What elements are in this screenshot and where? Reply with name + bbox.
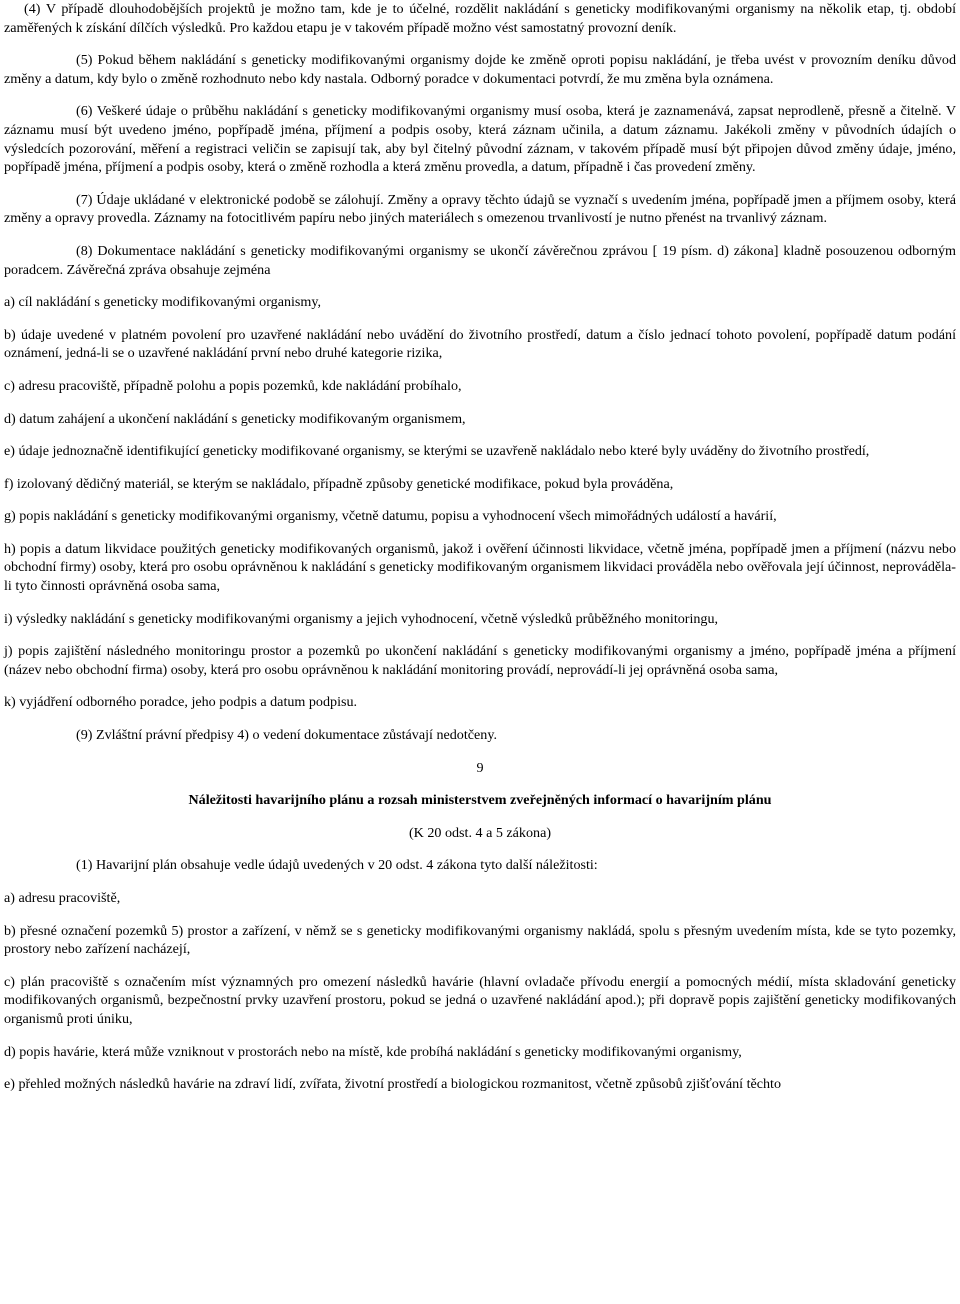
paragraph-7: (7) Údaje ukládané v elektronické podobě se zálohují. Změny a opravy těchto údajů se vyznačí s uvedením jména, popřípadě jmen a příjmem osoby, která změny a opravy provedla. Záznamy na fotocitlivém papíru nebo jiných materiálech s omezenou trvanlivostí je nutno přenést na trvanlivý záznam. xyxy=(4,191,956,227)
document-page xyxy=(4,0,956,1094)
paragraph-5: (5) Pokud během nakládání s geneticky modifikovanými organismy dojde ke změně oproti popisu nakládání, je třeba uvést v provozním deníku důvod změny a datum, kdy bylo o změně rozhodnuto nebo kdy nastala. Odborný poradce v dokumentaci potvrdí, že mu změna byla oznámena. xyxy=(4,52,956,87)
list-item-8i: i) výsledky nakládání s geneticky modifikovanými organismy a jejich vyhodnocení, včetně výsledků průběžného monitoringu, xyxy=(4,610,719,627)
section-title: Náležitosti havarijního plánu a rozsah ministerstvem zveřejněných informací o havarijním plánu xyxy=(188,792,772,809)
list-item-8k: k) vyjádření odborného poradce, jeho podpis a datum podpisu. xyxy=(4,694,358,711)
section-list-item-c: c) plán pracoviště s označením míst významných pro omezení následků havárie (hlavní ovladače přívodu energií a pomocných médií, místa skladování geneticky modifikovaných organismů, bezpečnostní prvky uzavření prostoru, pokud se jedná o uzavřené nakládání apod.); při dopravě popis zajištění geneticky modifikovaných organismů proti úniku, xyxy=(4,973,956,1027)
list-item-8a: a) cíl nakládání s geneticky modifikovanými organismy, xyxy=(4,294,322,311)
list-item-8h: h) popis a datum likvidace použitých geneticky modifikovaných organismů, jakož i ověření účinnosti likvidace, včetně jména, popřípadě jmen a příjmení (názvu nebo obchodní firmy) osoby, která pro osobu oprávněnou k nakládání s geneticky modifikovaným organismem likvidaci prováděla nebo ověřovala její účinnost, neprováděla-li tyto činnosti oprávněná osoba sama, xyxy=(4,540,956,595)
list-item-8j: j) popis zajištění následného monitoringu prostor a pozemků po ukončení nakládání s geneticky modifikovanými organismy a jméno, popřípadě jména a příjmení (název nebo obchodní firma) osoby, která pro osobu oprávněnou k nakládání monitoring provádí, neprovádí-li jej oprávněná osoba sama, xyxy=(4,643,956,678)
section-number: 9 xyxy=(476,759,484,776)
list-item-8e: e) údaje jednoznačně identifikující geneticky modifikované organismy, se kterými se uzavřeně nakládalo nebo které byly uváděny do životního prostředí, xyxy=(4,443,870,460)
section-list-item-b: b) přesné označení pozemků 5) prostor a zařízení, v němž se s geneticky modifikovanými organismy nakládá, spolu s přesným uvedením místa, kde se tyto pozemky, prostory nebo zařízení nacházejí, xyxy=(4,922,956,958)
section-list-item-e: e) přehled možných následků havárie na zdraví lidí, zvířata, životní prostředí a biologickou rozmanitost, včetně způsobů zjišťování těchto xyxy=(4,1076,782,1093)
paragraph-8: (8) Dokumentace nakládání s geneticky modifikovanými organismy se ukončí závěrečnou zprávou [ 19 písm. d) zákona] kladně posouzenou odborným poradcem. Závěrečná zpráva obsahuje zejména xyxy=(4,242,956,278)
paragraph-4: (4) V případě dlouhodobějších projektů je možno tam, kde je to účelné, rozdělit nakládání s geneticky modifikovanými organismy na několik etap, tj. období zaměřených k získání dílčích výsledků. Pro každou etapu je v takovém případě možno vést samostatný provozní deník. xyxy=(4,1,956,36)
paragraph-6: (6) Veškeré údaje o průběhu nakládání s geneticky modifikovanými organismy musí osoba, která je zaznamenává, zapsat neprodleně, přesně a čitelně. V záznamu musí být uvedeno jméno, popřípadě jména, příjmení a podpis osoby, která záznam učinila, a datum záznamu. Jakékoli změny v původních údajích o výsledcích pozorování, měření a registraci veličin se zapisují tak, aby byl čitelný původní záznam, v takovém případě musí být připojen důvod změny údaje, jméno, popřípadě jména, příjmení a podpis osoby, která o změně rozhodla a která změnu provedla, a datum, případně i čas provedení změny. xyxy=(4,103,956,176)
section-reference: (K 20 odst. 4 a 5 zákona) xyxy=(408,824,552,841)
list-item-8b: b) údaje uvedené v platném povolení pro uzavřené nakládání nebo uvádění do životního prostředí, datum a číslo jednací tohoto povolení, popřípadě datum podání oznámení, jedná-li se o uzavřené nakládání první nebo druhé kategorie rizika, xyxy=(4,326,956,362)
list-item-8c: c) adresu pracoviště, případně polohu a popis pozemků, kde nakládání probíhalo, xyxy=(4,377,462,394)
paragraph-9: (9) Zvláštní právní předpisy 4) o vedení dokumentace zůstávají nedotčeny. xyxy=(76,727,497,744)
list-item-8g: g) popis nakládání s geneticky modifikovanými organismy, včetně datumu, popisu a vyhodnocení všech mimořádných událostí a havárií, xyxy=(4,508,777,525)
section-list-item-d: d) popis havárie, která může vzniknout v prostorách nebo na místě, kde probíhá nakládání s geneticky modifikovanými organismy, xyxy=(4,1043,742,1060)
list-item-8f: f) izolovaný dědičný materiál, se kterým se nakládalo, případně způsoby genetické modifikace, pokud byla prováděna, xyxy=(4,475,674,492)
section-list-item-a: a) adresu pracoviště, xyxy=(4,890,121,906)
section-paragraph-1: (1) Havarijní plán obsahuje vedle údajů uvedených v 20 odst. 4 zákona tyto další náležitosti: xyxy=(76,857,598,874)
list-item-8d: d) datum zahájení a ukončení nakládání s geneticky modifikovaným organismem, xyxy=(4,410,466,427)
